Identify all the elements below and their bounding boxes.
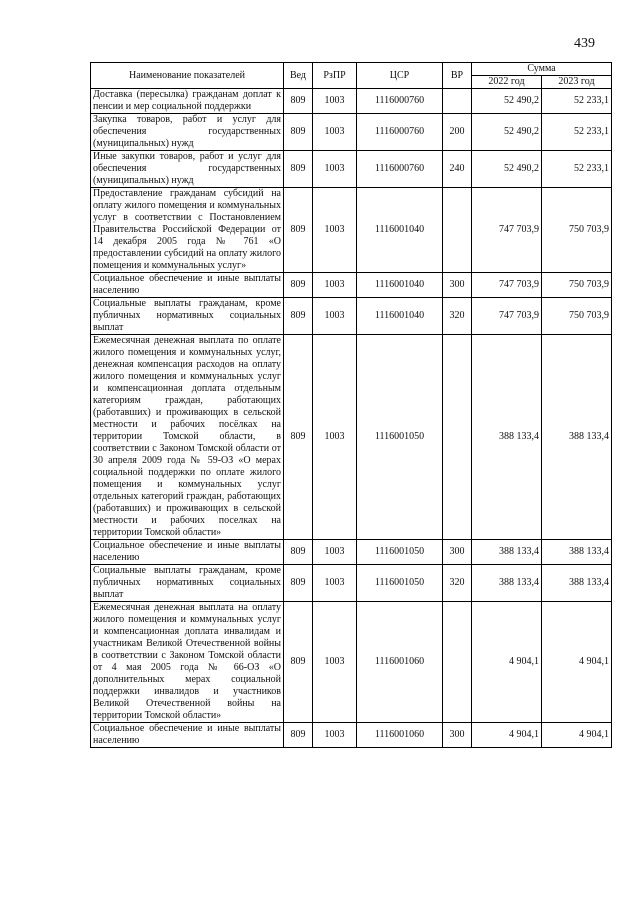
table-row: [91, 151, 612, 188]
row-name: Социальное обеспечение и иные выплаты населению: [91, 273, 284, 298]
row-sum-2023: 388 133,4: [542, 565, 612, 602]
row-sum-2022: 52 490,2: [472, 89, 542, 114]
row-vr: 200: [443, 114, 472, 151]
header-sum: Сумма: [472, 63, 612, 76]
row-ved: 809: [284, 723, 313, 748]
row-sum-2022: 52 490,2: [472, 151, 542, 188]
row-rzpr: 1003: [313, 540, 357, 565]
row-rzpr: 1003: [313, 89, 357, 114]
row-name: Социальное обеспечение и иные выплаты населению: [91, 723, 284, 748]
table-row: [91, 114, 612, 151]
row-name: Иные закупки товаров, работ и услуг для обеспечения государственных (муниципальных) нужд: [91, 151, 284, 188]
row-sum-2022: 747 703,9: [472, 298, 542, 335]
row-rzpr: 1003: [313, 602, 357, 723]
row-rzpr: 1003: [313, 188, 357, 273]
row-csr: 1116000760: [357, 89, 443, 114]
row-name: Социальные выплаты гражданам, кроме публичных нормативных социальных выплат: [91, 565, 284, 602]
row-rzpr: 1003: [313, 565, 357, 602]
table-row: [91, 565, 612, 602]
row-ved: 809: [284, 188, 313, 273]
header-ved: Вед: [284, 63, 313, 89]
row-rzpr: 1003: [313, 273, 357, 298]
row-ved: 809: [284, 540, 313, 565]
row-vr: 300: [443, 273, 472, 298]
row-rzpr: 1003: [313, 723, 357, 748]
row-sum-2022: 747 703,9: [472, 188, 542, 273]
row-ved: 809: [284, 335, 313, 540]
row-rzpr: 1003: [313, 151, 357, 188]
row-csr: 1116001060: [357, 723, 443, 748]
row-vr: 320: [443, 565, 472, 602]
header-vr: ВР: [443, 63, 472, 89]
table-row: [91, 602, 612, 723]
row-vr: [443, 188, 472, 273]
row-sum-2022: 4 904,1: [472, 723, 542, 748]
row-sum-2022: 4 904,1: [472, 602, 542, 723]
row-ved: 809: [284, 273, 313, 298]
row-name: Доставка (пересылка) гражданам доплат к пенсии и мер социальной поддержки: [91, 89, 284, 114]
row-sum-2023: 388 133,4: [542, 335, 612, 540]
header-name: Наименование показателей: [91, 63, 284, 89]
row-csr: 1116001050: [357, 335, 443, 540]
row-sum-2023: 388 133,4: [542, 540, 612, 565]
row-vr: [443, 602, 472, 723]
table-row: [91, 188, 612, 273]
row-vr: 300: [443, 540, 472, 565]
row-vr: [443, 89, 472, 114]
row-ved: 809: [284, 298, 313, 335]
table-row: [91, 273, 612, 298]
row-csr: 1116001040: [357, 188, 443, 273]
row-sum-2023: 750 703,9: [542, 298, 612, 335]
row-sum-2022: 388 133,4: [472, 335, 542, 540]
row-csr: 1116001050: [357, 565, 443, 602]
row-vr: 300: [443, 723, 472, 748]
table-row: [91, 723, 612, 748]
row-csr: 1116001040: [357, 298, 443, 335]
budget-table: [90, 62, 612, 748]
row-csr: 1116001060: [357, 602, 443, 723]
table-row: [91, 540, 612, 565]
table-body: [91, 89, 612, 748]
row-sum-2022: 388 133,4: [472, 565, 542, 602]
row-sum-2023: 4 904,1: [542, 723, 612, 748]
row-csr: 1116001050: [357, 540, 443, 565]
row-sum-2023: 4 904,1: [542, 602, 612, 723]
row-ved: 809: [284, 151, 313, 188]
table-row: [91, 335, 612, 540]
row-name: Социальные выплаты гражданам, кроме публичных нормативных социальных выплат: [91, 298, 284, 335]
row-ved: 809: [284, 89, 313, 114]
row-sum-2022: 388 133,4: [472, 540, 542, 565]
row-sum-2023: 52 233,1: [542, 151, 612, 188]
row-vr: 240: [443, 151, 472, 188]
row-name: Предоставление гражданам субсидий на оплату жилого помещения и коммунальных услуг в соответствии с Постановлением Правительства Российской Федерации от 14 декабря 2005 года № 761 «О предоставлении субсидий на оплату жилого помещения и коммунальных услуг»: [91, 188, 284, 273]
table-row: [91, 89, 612, 114]
row-csr: 1116000760: [357, 151, 443, 188]
row-csr: 1116001040: [357, 273, 443, 298]
row-name: Ежемесячная денежная выплата на оплату жилого помещения и коммунальных услуг и компенсационная доплата инвалидам и участникам Великой Отечественной войны в соответствии с Законом Томской области от 4 мая 2005 года № 66-ОЗ «О дополнительных мерах социальной поддержки инвалидов и участников Великой Отечественной войны на территории Томской области»: [91, 602, 284, 723]
row-sum-2022: 52 490,2: [472, 114, 542, 151]
header-year-2022: 2022 год: [472, 76, 542, 89]
row-sum-2023: 52 233,1: [542, 89, 612, 114]
table-header: [91, 63, 612, 89]
row-name: Социальное обеспечение и иные выплаты населению: [91, 540, 284, 565]
row-rzpr: 1003: [313, 298, 357, 335]
row-sum-2023: 750 703,9: [542, 188, 612, 273]
row-ved: 809: [284, 565, 313, 602]
row-sum-2023: 750 703,9: [542, 273, 612, 298]
row-rzpr: 1003: [313, 335, 357, 540]
header-year-2023: 2023 год: [542, 76, 612, 89]
row-vr: [443, 335, 472, 540]
table-row: [91, 298, 612, 335]
row-csr: 1116000760: [357, 114, 443, 151]
row-ved: 809: [284, 602, 313, 723]
row-rzpr: 1003: [313, 114, 357, 151]
row-name: Закупка товаров, работ и услуг для обеспечения государственных (муниципальных) нужд: [91, 114, 284, 151]
row-sum-2023: 52 233,1: [542, 114, 612, 151]
page-number: 439: [574, 36, 595, 51]
row-vr: 320: [443, 298, 472, 335]
header-csr: ЦСР: [357, 63, 443, 89]
row-sum-2022: 747 703,9: [472, 273, 542, 298]
row-name: Ежемесячная денежная выплата по оплате жилого помещения и коммунальных услуг, денежная компенсация расходов на оплату жилого помещения и коммунальных услуг и компенсационная доплата отдельным категориям граждан, работающих (работавших) и проживающих в сельской местности и рабочих посёлках на территории Томской области, в соответствии с Законом Томской области от 30 апреля 2009 года № 59-ОЗ «О мерах социальной поддержки по оплате жилого помещения и коммунальных услуг отдельных категорий граждан, работающих (работавших) и проживающих в сельской местности и рабочих поселках на территории Томской области»: [91, 335, 284, 540]
header-rzpr: РзПР: [313, 63, 357, 89]
row-ved: 809: [284, 114, 313, 151]
